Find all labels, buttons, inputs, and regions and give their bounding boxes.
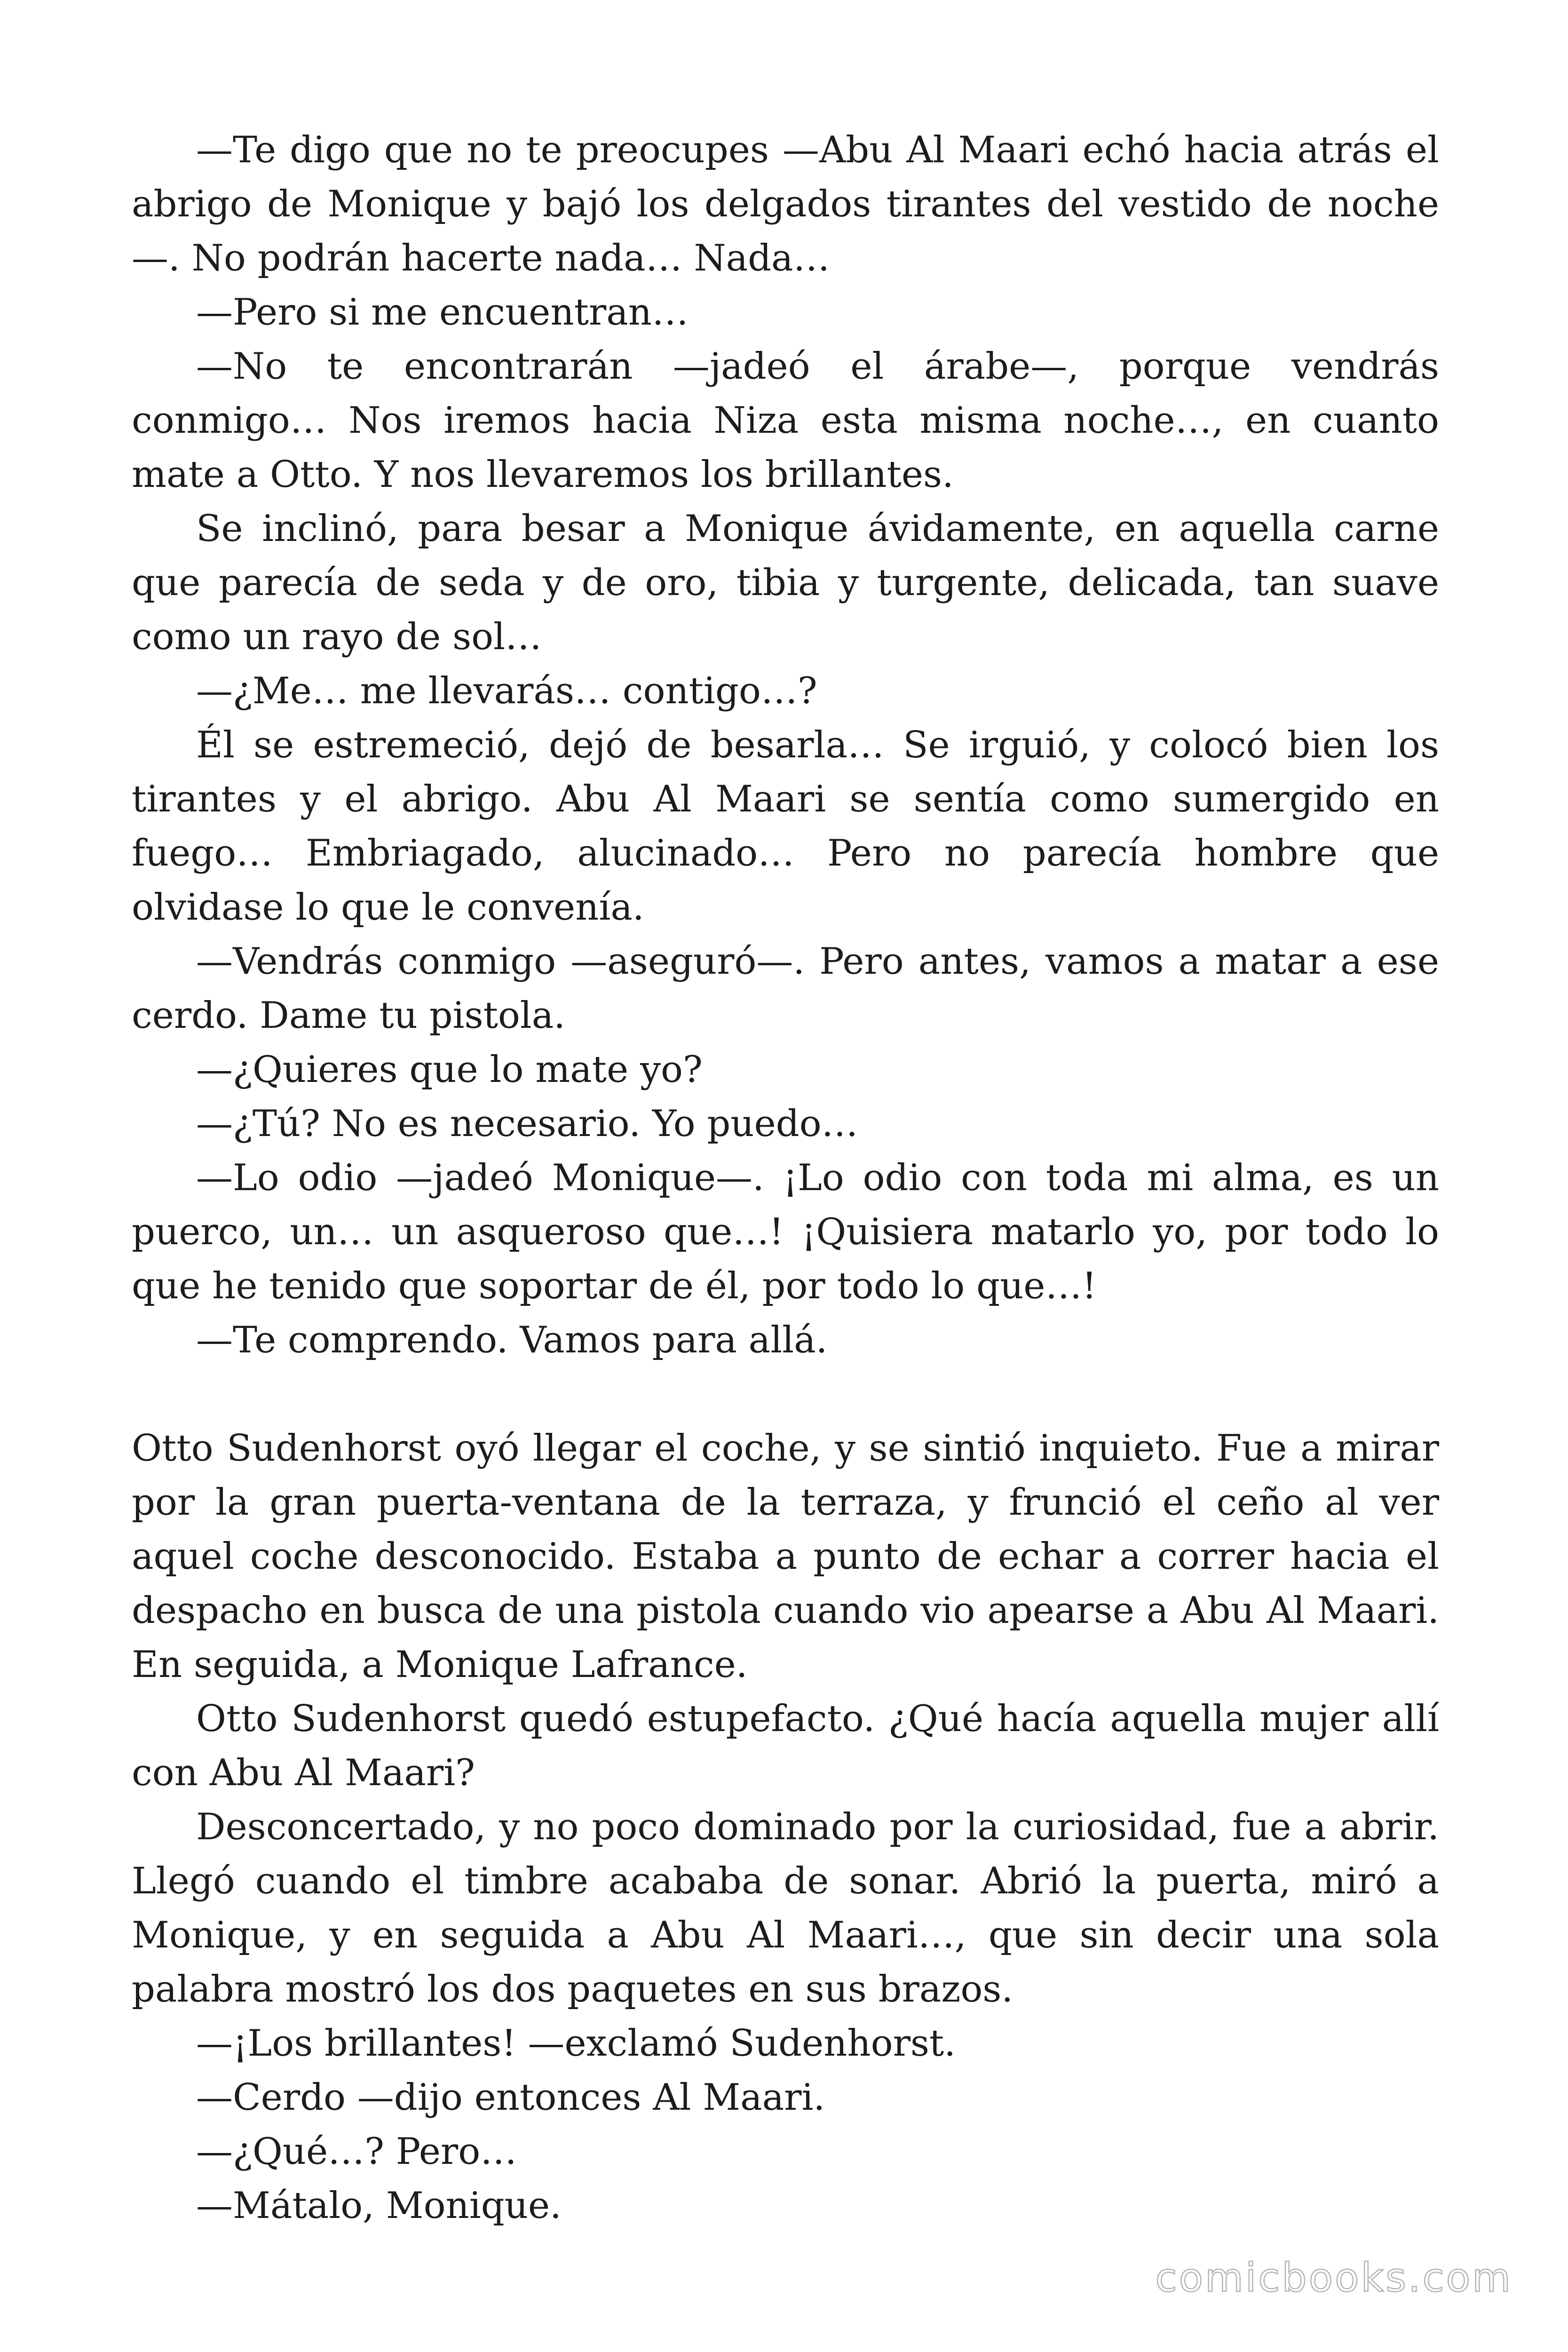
paragraph: —¿Me… me llevarás… contigo…?: [196, 670, 817, 712]
paragraph: —Pero si me encuentran…: [196, 291, 689, 334]
watermark: comicbooks.com: [1155, 2255, 1513, 2301]
paragraph: Él se estremeció, dejó de besarla… Se irguió, y colocó bien los tirantes y el abrigo. Abu Al Maari se sentía como sumergido en fuego… Embriagado, alucinado… Pero no parecía hombre que olvidase lo que le convenía.: [132, 724, 1439, 929]
paragraph: Desconcertado, y no poco dominado por la curiosidad, fue a abrir. Llegó cuando el timbre acababa de sonar. Abrió la puerta, miró a Monique, y en seguida a Abu Al Maari…, que sin decir una sola palabra mostró los dos paquetes en sus brazos.: [132, 1806, 1439, 2010]
paragraph: —Mátalo, Monique.: [196, 2185, 562, 2227]
paragraph: —¿Qué…? Pero…: [196, 2130, 517, 2173]
paragraph: Se inclinó, para besar a Monique ávidamente, en aquella carne que parecía de seda y de oro, tibia y turgente, delicada, tan suave como un rayo de sol…: [132, 508, 1439, 658]
section-break: [132, 1367, 1439, 1422]
section-opening-paragraph: Otto Sudenhorst oyó llegar el coche, y se sintió inquieto. Fue a mirar por la gran puerta-ventana de la terraza, y frunció el ceño al ver aquel coche desconocido. Estaba a punto de echar a correr hacia el despacho en busca de una pistola cuando vio apearse a Abu Al Maari. En seguida, a Monique Lafrance.: [132, 1427, 1439, 1686]
paragraph: —¿Quieres que lo mate yo?: [196, 1049, 703, 1091]
book-page: [132, 123, 1439, 2233]
paragraph: —¡Los brillantes! —exclamó Sudenhorst.: [196, 2022, 956, 2065]
paragraph: —Te comprendo. Vamos para allá.: [196, 1319, 828, 1361]
paragraph: Otto Sudenhorst quedó estupefacto. ¿Qué hacía aquella mujer allí con Abu Al Maari?: [132, 1698, 1439, 1794]
paragraph: —Lo odio —jadeó Monique—. ¡Lo odio con toda mi alma, es un puerco, un… un asqueroso que…! ¡Quisiera matarlo yo, por todo lo que he tenido que soportar de él, por todo lo que…!: [132, 1157, 1439, 1307]
paragraph: —Te digo que no te preocupes —Abu Al Maari echó hacia atrás el abrigo de Monique y bajó los delgados tirantes del vestido de noche—. No podrán hacerte nada… Nada…: [132, 129, 1439, 279]
paragraph: —No te encontrarán —jadeó el árabe—, porque vendrás conmigo… Nos iremos hacia Niza esta misma noche…, en cuanto mate a Otto. Y nos llevaremos los brillantes.: [132, 345, 1439, 496]
paragraph: —Vendrás conmigo —aseguró—. Pero antes, vamos a matar a ese cerdo. Dame tu pistola.: [132, 940, 1439, 1037]
paragraph: —Cerdo —dijo entonces Al Maari.: [196, 2076, 825, 2119]
paragraph: —¿Tú? No es necesario. Yo puedo…: [196, 1103, 858, 1145]
